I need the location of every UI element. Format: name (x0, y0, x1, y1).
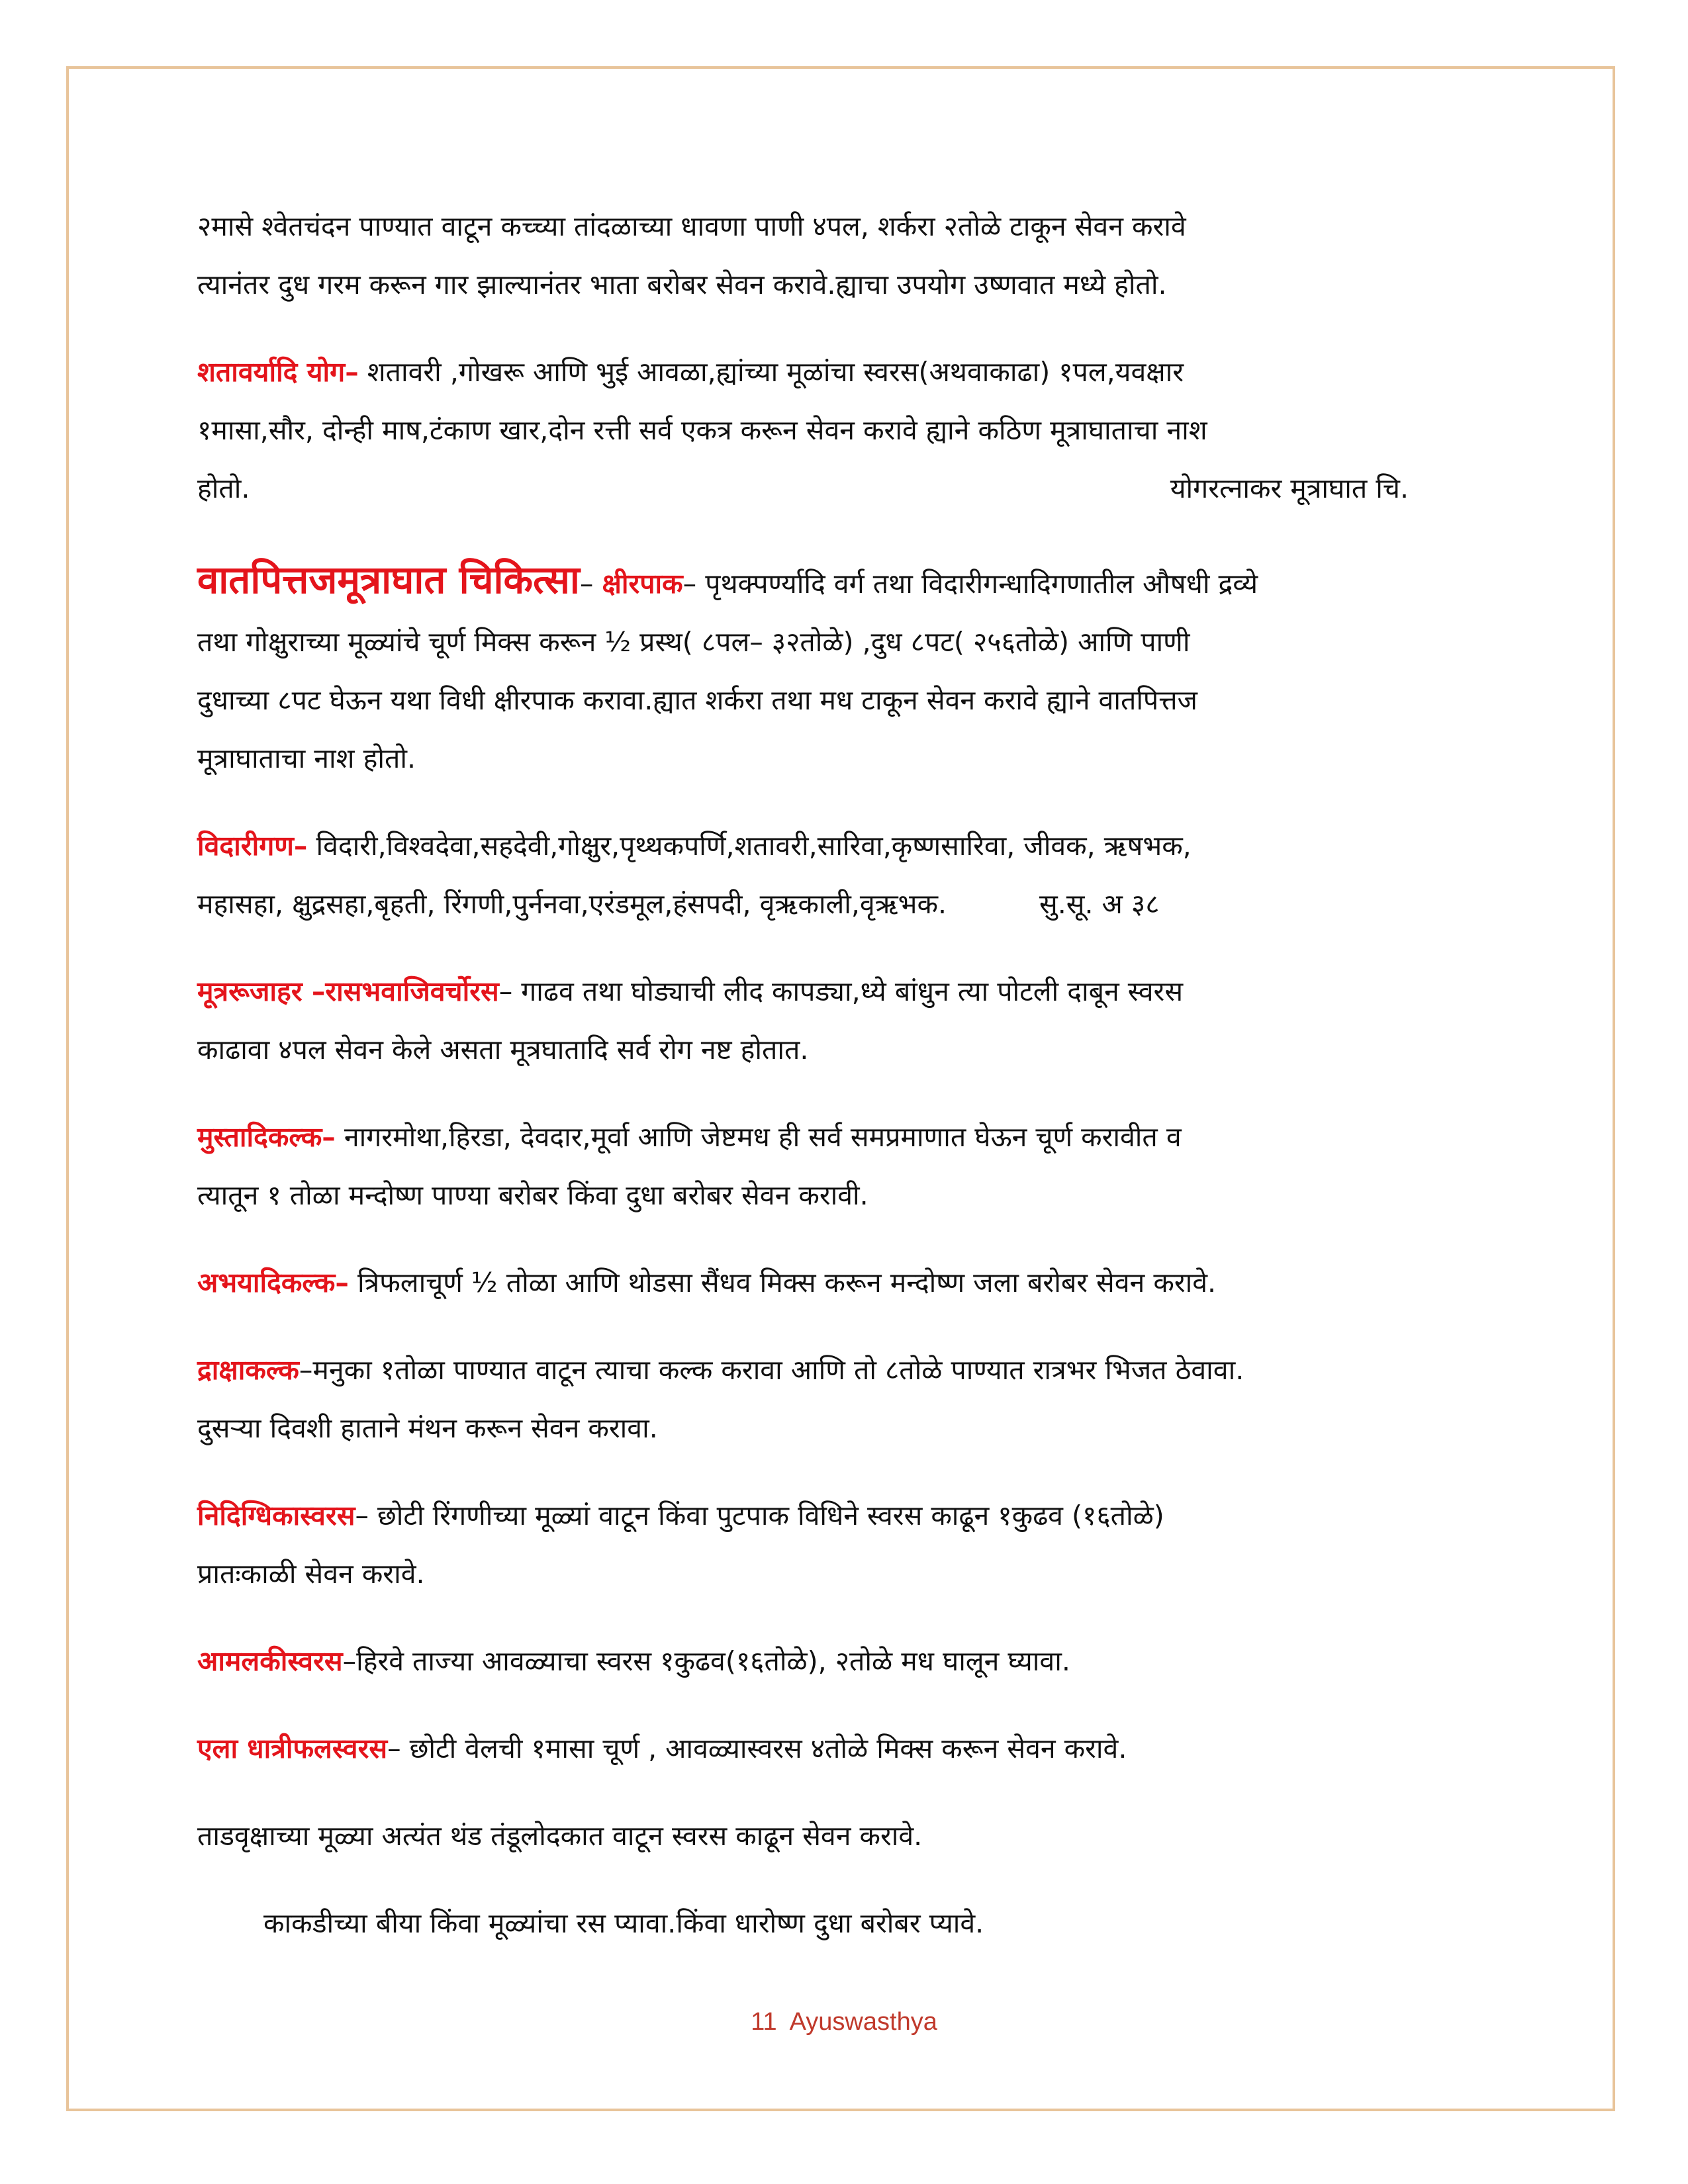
reference-citation: सु.सू. अ ३८ (1039, 888, 1160, 920)
paragraph-intro (197, 197, 1495, 314)
sub-heading: क्षीरपाक (602, 568, 683, 600)
section-heading: एला धात्रीफलस्वरस (197, 1733, 388, 1764)
paragraph-mustadikalka (197, 1108, 1495, 1224)
text-line: काकडीच्या बीया किंवा मूळ्यांचा रस प्यावा.किंवा धारोष्ण दुधा बरोबर प्यावे. (263, 1907, 984, 1939)
reference-citation: योगरत्नाकर मूत्राघात चि. (1170, 473, 1409, 504)
separator: – (579, 568, 602, 600)
section-heading: वातपित्तजमूत्राघात चिकित्सा (197, 557, 580, 602)
text-line: ताडवृक्षाच्या मूळ्या अत्यंत थंड तंडूलोदकात वाटून स्वरस काढून सेवन करावे. (197, 1820, 923, 1852)
text-line: त्यानंतर दुध गरम करून गार झाल्यानंतर भाता बरोबर सेवन करावे.ह्याचा उपयोग उष्णवात मध्ये होतो. (197, 269, 1167, 300)
text-line: १मासा,सौर, दोन्ही माष,टंकाण खार,दोन रत्ती सर्व एकत्र करून सेवन करावे ह्याने कठिण मूत्राघाताचा नाश (197, 414, 1207, 446)
section-heading: मूत्ररूजाहर –रासभवाजिवर्चोरस (197, 976, 499, 1007)
text-line: – पृथक्पर्ण्यादि वर्ग तथा विदारीगन्धादिगणातील औषधी द्रव्ये (682, 568, 1258, 600)
text-line: नागरमोथा,हिरडा, देवदार,मूर्वा आणि जेष्टमध ही सर्व समप्रमाणात घेऊन चूर्ण करावीत व (335, 1121, 1182, 1153)
section-heading: मुस्तादिकल्क– (197, 1121, 336, 1153)
text-line: –मनुका १तोळा पाण्यात वाटून त्याचा कल्क करावा आणि तो ८तोळे पाण्यात रात्रभर भिजत ठेवावा. (299, 1354, 1244, 1386)
page-content (197, 197, 1495, 1952)
text-line: शतावरी ,गोखरू आणि भुई आवळा,ह्यांच्या मूळांचा स्वरस(अथवाकाढा) १पल,यवक्षार (358, 356, 1184, 388)
paragraph-nidigdhikaswaras (197, 1486, 1495, 1603)
text-line: त्रिफलाचूर्ण ½ तोळा आणि थोडसा सैंधव मिक्स करून मन्दोष्ण जला बरोबर सेवन करावे. (348, 1267, 1217, 1298)
text-line: मूत्राघाताचा नाश होतो. (197, 743, 416, 774)
text-line: महासहा, क्षुद्रसहा,बृहती, रिंगणी,पुर्ननवा,एरंडमूल,हंसपदी, वृऋकाली,वृऋभक. (197, 888, 947, 920)
page-number: 11 (751, 2008, 777, 2036)
section-heading: विदारीगण– (197, 830, 308, 862)
text-line: प्रातःकाळी सेवन करावे. (197, 1558, 425, 1590)
section-heading: आमलकीस्वरस (197, 1645, 343, 1677)
paragraph-shatavaryadi-yog (197, 343, 1495, 518)
paragraph-kakdi (197, 1894, 1495, 1952)
text-line: दुधाच्या ८पट घेऊन यथा विधी क्षीरपाक करावा.ह्यात शर्करा तथा मध टाकून सेवन करावे ह्याने वातपित्तज (197, 684, 1197, 716)
paragraph-vatapittaja-chikitsa (197, 551, 1495, 788)
section-heading: शतावर्यादि योग– (197, 356, 359, 388)
text-line: – छोटी वेलची १मासा चूर्ण , आवळ्यास्वरस ४तोळे मिक्स करून सेवन करावे. (387, 1733, 1127, 1764)
text-line: – गाढव तथा घोड्याची लीद कापड्या,ध्ये बांधुन त्या पोटली दाबून स्वरस (498, 976, 1184, 1007)
footer-title: Ayuswasthya (789, 2008, 937, 2036)
text-line: विदारी,विश्वदेवा,सहदेवी,गोक्षुर,पृथ्थकपर्णि,शतावरी,सारिवा,कृष्णसारिवा, जीवक, ऋषभक, (307, 830, 1192, 862)
paragraph-amalakiswaras (197, 1632, 1495, 1690)
paragraph-mutrarujahar (197, 962, 1495, 1079)
text-line: त्यातून १ तोळा मन्दोष्ण पाण्या बरोबर किंवा दुधा बरोबर सेवन करावी. (197, 1179, 868, 1211)
section-heading: द्राक्षाकल्क (197, 1354, 299, 1386)
text-line: तथा गोक्षुराच्या मूळ्यांचे चूर्ण मिक्स करून ½ प्रस्थ( ८पल– ३२तोळे) ,दुध ८पट( २५६तोळे) आणि पाणी (197, 626, 1190, 658)
paragraph-abhayadikalka (197, 1253, 1495, 1312)
paragraph-vidarigan (197, 817, 1495, 933)
section-heading: अभयादिकल्क– (197, 1267, 349, 1298)
paragraph-ela-dhatriphalaswaras (197, 1719, 1495, 1778)
text-line: दुसऱ्या दिवशी हाताने मंथन करून सेवन करावा. (197, 1412, 658, 1444)
text-line: २मासे श्वेतचंदन पाण्यात वाटून कच्च्या तांदळाच्या धावणा पाणी ४पल, शर्करा २तोळे टाकून सेवन करावे (197, 210, 1186, 242)
page-footer (0, 2008, 1688, 2036)
text-line: –हिरवे ताज्या आवळ्याचा स्वरस १कुढव(१६तोळे), २तोळे मध घालून घ्यावा. (342, 1645, 1070, 1677)
text-line: – छोटी रिंगणीच्या मूळ्यां वाटून किंवा पुटपाक विधिने स्वरस काढून १कुढव (१६तोळे) (355, 1500, 1164, 1531)
paragraph-tadvruksha (197, 1807, 1495, 1865)
text-line: काढावा ४पल सेवन केले असता मूत्रघातादि सर्व रोग नष्ट होतात. (197, 1034, 809, 1066)
paragraph-drakshakalka (197, 1341, 1495, 1457)
section-heading: निदिग्धिकास्वरस (197, 1500, 355, 1531)
text-line: होतो. (197, 473, 250, 504)
